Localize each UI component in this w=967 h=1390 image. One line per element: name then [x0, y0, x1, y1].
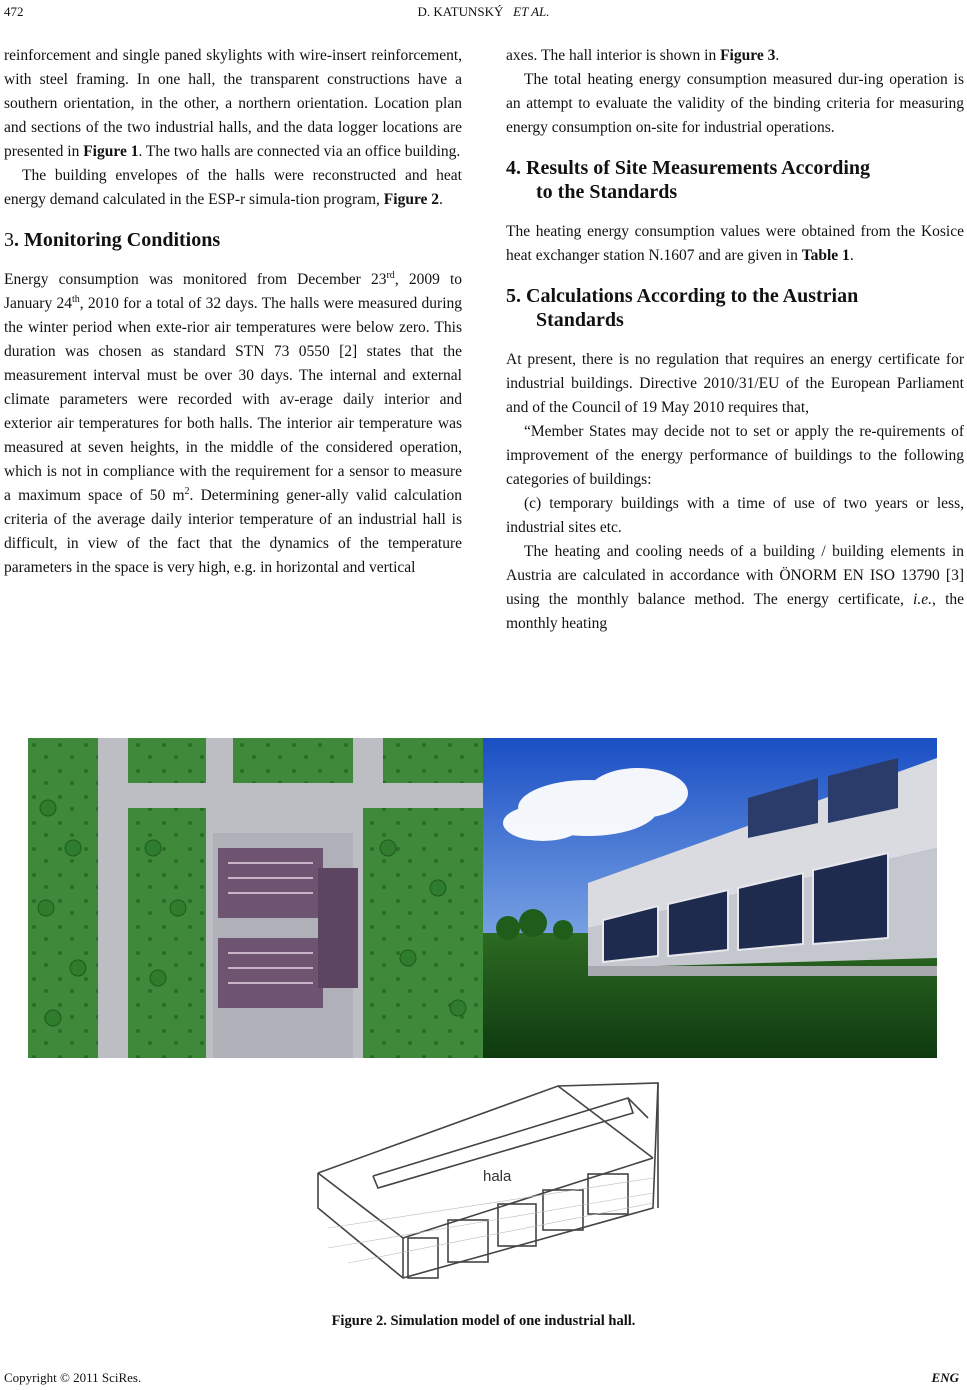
perspective-render	[483, 738, 937, 1058]
paragraph: axes. The hall interior is shown in Figure 3.	[506, 47, 780, 64]
section-heading-3: 3. Monitoring Conditions	[4, 229, 221, 251]
footer-journal: ENG	[931, 1370, 959, 1385]
right-column	[506, 44, 964, 636]
running-header-etal: ET AL.	[513, 4, 550, 19]
site-plan-render	[28, 738, 483, 1058]
section-heading-5: 5. Calculations According to the Austrian Standards	[506, 285, 859, 331]
figure-3-ref[interactable]: Figure 3	[720, 47, 776, 64]
paragraph: The building envelopes of the halls were reconstructed and heat energy demand calculated in the ESP-r simula-tion program, Figure 2.	[4, 167, 462, 208]
paragraph: The heating energy consumption values were obtained from the Kosice heat exchanger station N.1607 and are given in Table 1.	[506, 223, 964, 264]
footer-copyright: Copyright © 2011 SciRes.	[4, 1370, 142, 1385]
running-header	[0, 4, 967, 20]
running-header-author: D. KATUNSKÝ	[417, 4, 504, 19]
figure-2-image	[28, 738, 937, 1300]
model-label: hala	[483, 1168, 512, 1185]
figure-caption: Figure 2. Simulation model of one industrial hall.	[331, 1313, 636, 1329]
table-1-ref[interactable]: Table 1	[801, 247, 850, 264]
wireframe-model	[28, 1068, 937, 1300]
paragraph: The heating and cooling needs of a building / building elements in Austria are calculated in accordance with ÖNORM EN ISO 13790 [3] using the monthly balance method. The energy certificate, i.e., the monthly heating	[506, 543, 964, 632]
page-number: 472	[4, 4, 24, 19]
paragraph: “Member States may decide not to set or apply the re-quirements of improvement of the energy performance of buildings to the following categories of buildings:	[506, 423, 964, 488]
paragraph: Energy consumption was monitored from December 23rd, 2009 to January 24th, 2010 for a total of 32 days. The halls were measured during the winter period when exte-rior air temperatures were below zero. This duration was chosen as standard STN 73 0550 [2] states that the measurement interval must be over 30 days. The internal and external climate parameters were recorded with av-erage daily interior and exterior air temperatures for both halls. The interior air temperature was measured at seven heights, in the middle of the considered operation, which is not in compliance with the requirement for a sensor to measure a maximum space of 50 $m^2$. Determining gener-ally valid calculation criteria of the average daily interior temperature of an industrial hall is difficult, in view of the fact that the dynamics of the temperature parameters in the space is very high, e.g. in horizontal and vertical	[4, 269, 463, 576]
paragraph: (c) temporary buildings with a time of use of two years or less, industrial sites etc.	[506, 495, 964, 536]
paragraph: The total heating energy consumption measured dur-ing operation is an attempt to evaluate the validity of the binding criteria for measuring energy consumption on-site for industrial operations.	[506, 71, 964, 136]
figure-2-ref[interactable]: Figure 2	[383, 191, 440, 208]
paragraph: At present, there is no regulation that requires an energy certificate for industrial buildings. Directive 2010/31/EU of the European Parliament and of the Council of 19 May 2010 requires that,	[506, 351, 964, 416]
section-heading-4: 4. Results of Site Measurements According to the Standards	[506, 157, 871, 203]
figure-2	[28, 738, 937, 1305]
paragraph: reinforcement and single paned skylights with wire-insert reinforcement, with steel framing. In one hall, the transparent constructions have a southern orientation, in the other, a northern orientation. Location plan and sections of the two industrial halls, and the data logger locations are presented in Figure 1. The two halls are connected via an office building.	[4, 47, 462, 160]
figure-1-ref[interactable]: Figure 1	[83, 143, 139, 160]
left-column	[4, 44, 462, 580]
